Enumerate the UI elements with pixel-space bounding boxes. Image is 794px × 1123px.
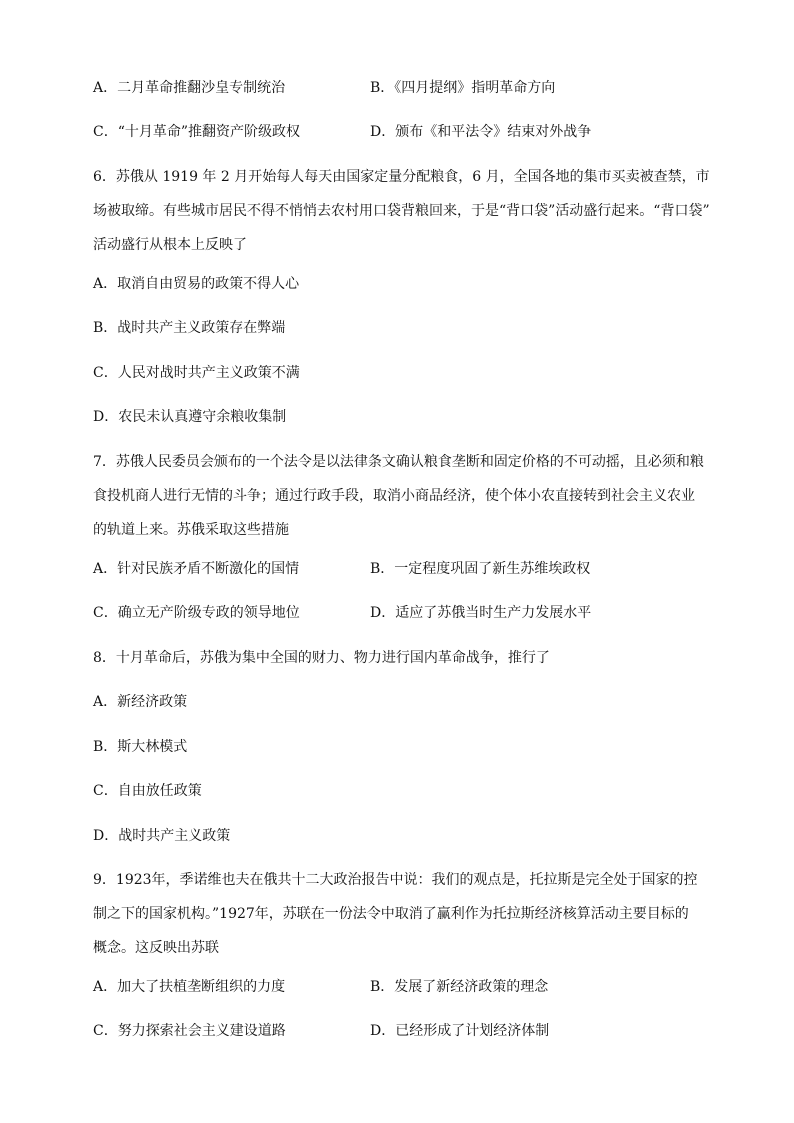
q6-option-c: C．人民对战时共产主义政策不满 xyxy=(93,365,300,381)
q7-option-c: C．确立无产阶级专政的领导地位 xyxy=(93,605,300,621)
q7-option-b: B．一定程度巩固了新生苏维埃政权 xyxy=(370,561,591,577)
q5-option-d: D．颁布《和平法令》结束对外战争 xyxy=(370,124,592,140)
q7-option-d: D．适应了苏俄当时生产力发展水平 xyxy=(370,605,592,621)
q5-option-a: A．二月革命推翻沙皇专制统治 xyxy=(93,80,286,96)
q6-option-d: D．农民未认真遵守余粮收集制 xyxy=(93,409,287,425)
q8-option-c: C．自由放任政策 xyxy=(93,783,202,799)
q5-option-c: C．“十月革命”推翻资产阶级政权 xyxy=(93,124,301,140)
q6-stem xyxy=(93,167,710,255)
q9-option-b: B．发展了新经济政策的理念 xyxy=(370,979,549,995)
q6-stem-line-1: 6．苏俄从 1919 年 2 月开始每人每天由国家定量分配粮食，6 月，全国各地的集市买卖被查禁，市 xyxy=(93,169,710,185)
q9-stem-line-2: 制之下的国家机构。”1927年，苏联在一份法令中取消了赢利作为托拉斯经济核算活动主要目标的 xyxy=(93,906,689,922)
q8-option-a: A．新经济政策 xyxy=(93,694,188,710)
q5-options-row-1 xyxy=(93,78,705,98)
q7-stem xyxy=(93,452,705,540)
q5-option-b: B．《四月提纲》指明革命方向 xyxy=(370,80,556,96)
q9-option-a: A．加大了扶植垄断组织的力度 xyxy=(93,979,286,995)
q7-stem-line-1: 7．苏俄人民委员会颁布的一个法令是以法律条文确认粮食垄断和固定价格的不可动摇，且必须和粮 xyxy=(93,454,704,470)
q9-stem xyxy=(93,870,705,958)
q9-options-row-2 xyxy=(93,1021,705,1041)
q7-options-row-1 xyxy=(93,559,705,579)
q7-stem-line-2: 食投机商人进行无情的斗争；通过行政手段，取消小商品经济，使个体小农直接转到社会主义农业 xyxy=(93,488,695,504)
q6-stem-line-3: 活动盛行从根本上反映了 xyxy=(93,237,247,253)
q9-stem-line-3: 概念。这反映出苏联 xyxy=(93,940,219,956)
q9-option-d: D．已经形成了计划经济体制 xyxy=(370,1023,550,1039)
q8-option-b: B．斯大林模式 xyxy=(93,739,188,755)
q7-options-row-2 xyxy=(93,603,705,623)
q7-option-a: A．针对民族矛盾不断激化的国情 xyxy=(93,561,300,577)
q6-option-a: A．取消自由贸易的政策不得人心 xyxy=(93,276,300,292)
q9-options-row-1 xyxy=(93,977,705,997)
q8-option-d: D．战时共产主义政策 xyxy=(93,828,231,844)
q6-stem-line-2: 场被取缔。有些城市居民不得不悄悄去农村用口袋背粮回来，于是“背口袋”活动盛行起来。“背口袋” xyxy=(93,203,710,219)
q5-options-row-2 xyxy=(93,122,705,142)
q8-stem xyxy=(93,648,705,668)
q9-stem-line-1: 9．1923年，季诺维也夫在俄共十二大政治报告中说：我们的观点是，托拉斯是完全处于国家的控 xyxy=(93,872,698,888)
q9-option-c: C．努力探索社会主义建设道路 xyxy=(93,1023,286,1039)
q7-stem-line-3: 的轨道上来。苏俄采取这些措施 xyxy=(93,522,289,538)
q8-stem-line-1: 8．十月革命后，苏俄为集中全国的财力、物力进行国内革命战争，推行了 xyxy=(93,650,550,666)
q6-option-b: B．战时共产主义政策存在弊端 xyxy=(93,320,286,336)
